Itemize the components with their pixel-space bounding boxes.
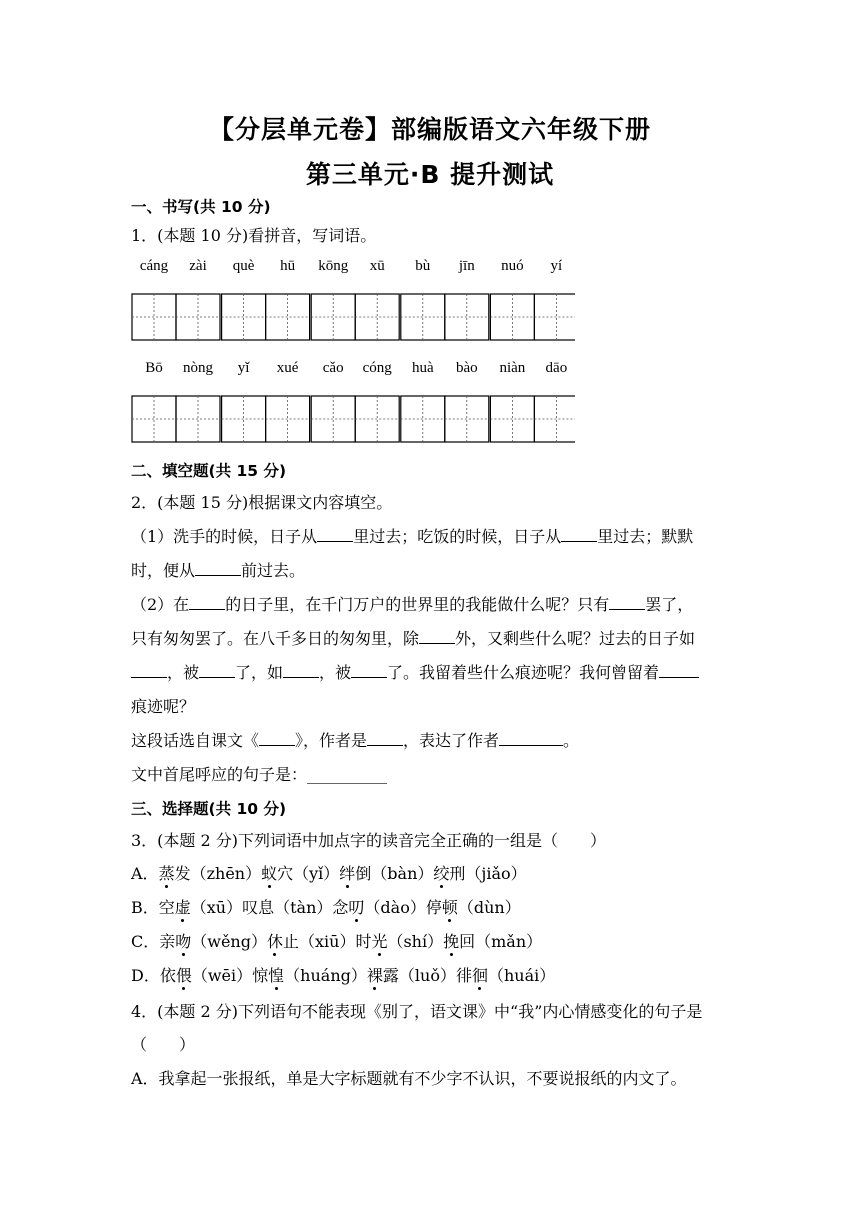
pinyin-syllable: kōng [318, 258, 349, 274]
pinyin-syllable: nòng [183, 360, 213, 376]
writing-grid-row-2 [131, 395, 575, 445]
question-2-part-1: （1）洗手的时候，日子从 里过去；吃饭的时候，日子从 里过去；默默 时，便从 前过去。 [131, 520, 731, 588]
pinyin-syllable: cóng [362, 360, 392, 376]
pinyin-syllable: cǎo [322, 360, 344, 376]
pinyin-syllable: bào [455, 360, 478, 376]
pinyin-syllable: dāo [545, 360, 568, 376]
answer-blank[interactable] [259, 727, 295, 746]
answer-blank[interactable] [283, 659, 319, 678]
pinyin-syllable: nuó [501, 258, 524, 274]
question-3-option-c[interactable]: C．亲吻（wěng）休止（xiū）时光（shí）挽回（mǎn） [131, 932, 543, 951]
pinyin-syllable: huà [411, 360, 434, 376]
question-2: 2．(本题 15 分)根据课文内容填空。 [131, 493, 393, 512]
question-1: 1．(本题 10 分)看拼音，写词语。 [131, 226, 377, 245]
answer-blank[interactable] [367, 727, 403, 746]
pinyin-syllable: xū [369, 258, 385, 274]
answer-blank[interactable] [561, 523, 597, 542]
question-4: 4．(本题 2 分)下列语句不能表现《别了，语文课》中“我”内心情感变化的句子是 [131, 1002, 703, 1021]
pinyin-syllable: xué [276, 360, 299, 376]
section-heading-choice: 三、选择题(共 10 分) [131, 800, 287, 818]
pinyin-syllable: Bō [145, 360, 163, 376]
question-2-part-3: 这段话选自课文《 》，作者是 ，表达了作者 。 [131, 724, 731, 758]
section-heading-writing: 一、书写(共 10 分) [131, 198, 271, 216]
pinyin-syllable: yí [550, 258, 563, 274]
question-4-answer-paren: （ ） [131, 1035, 196, 1054]
exam-title: 【分层单元卷】部编版语文六年级下册 [208, 115, 651, 144]
question-3: 3．(本题 2 分)下列词语中加点字的读音完全正确的一组是（ ） [131, 831, 607, 850]
answer-blank[interactable] [609, 591, 645, 610]
answer-blank[interactable] [131, 659, 167, 678]
pinyin-syllable: jīn [458, 258, 475, 274]
answer-blank[interactable] [351, 659, 387, 678]
answer-blank[interactable] [195, 557, 241, 576]
answer-blank[interactable] [317, 523, 353, 542]
section-heading-fill: 二、填空题(共 15 分) [131, 462, 287, 480]
answer-blank[interactable] [499, 727, 563, 746]
pinyin-syllable: niàn [499, 360, 526, 376]
answer-blank[interactable] [199, 659, 235, 678]
answer-blank[interactable] [659, 659, 699, 678]
answer-blank[interactable] [419, 625, 455, 644]
writing-grid-row-1 [131, 293, 575, 343]
question-4-option-a[interactable]: A．我拿起一张报纸，单是大字标题就有不少字不认识，不要说报纸的内文了。 [131, 1069, 687, 1088]
question-3-option-a[interactable]: A．蒸发（zhēn）蚁穴（yǐ）绊倒（bàn）绞刑（jiǎo） [131, 864, 527, 883]
question-2-part-4: 文中首尾呼应的句子是：__________ [131, 765, 388, 784]
question-2-part-2: （2）在 的日子里，在千门万户的世界里的我能做什么呢？只有 罢了， 只有匆匆罢了。在八千多日的匆匆里，除 外，又剩些什么呢？过去的日子如 ，被 了，如 ，被 了。我留着些什么痕迹呢？我何曾留着 痕迹呢？ [131, 588, 731, 724]
pinyin-syllable: bù [415, 258, 431, 274]
pinyin-syllable: yǐ [237, 360, 250, 376]
question-3-option-d[interactable]: D．依偎（wēi）惊惶（huáng）裸露（luǒ）徘徊（huái） [131, 966, 556, 985]
exam-subtitle: 第三单元·B 提升测试 [305, 160, 555, 189]
pinyin-syllable: zài [189, 258, 207, 274]
pinyin-syllable: cáng [139, 258, 169, 274]
question-3-option-b[interactable]: B．空虚（xū）叹息（tàn）念叨（dào）停顿（dùn） [131, 898, 521, 917]
answer-blank[interactable] [189, 591, 225, 610]
pinyin-syllable: què [232, 258, 255, 274]
pinyin-syllable: hū [280, 258, 296, 274]
